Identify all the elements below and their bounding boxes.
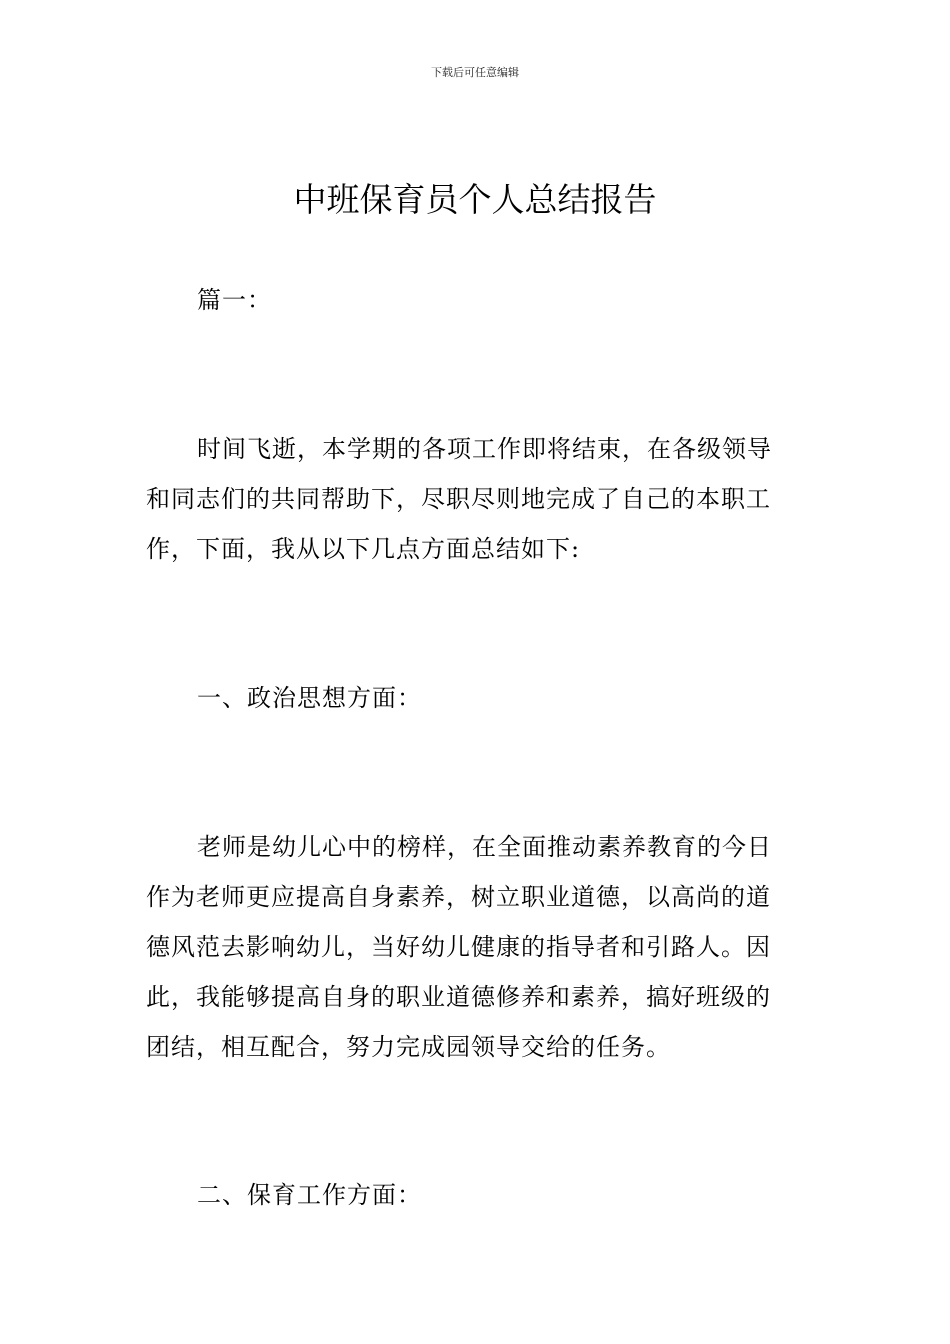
section-heading-2: 二、保育工作方面： — [197, 1181, 422, 1209]
section-label: 篇一： — [197, 286, 272, 314]
paragraph-line: 时间飞逝，本学期的各项工作即将结束，在各级领导 — [197, 435, 772, 463]
header-note: 下载后可任意编辑 — [431, 66, 519, 79]
paragraph-line: 德风范去影响幼儿，当好幼儿健康的指导者和引路人。因 — [146, 933, 771, 961]
paragraph-line: 团结，相互配合，努力完成园领导交给的任务。 — [146, 1033, 671, 1061]
document-title: 中班保育员个人总结报告 — [293, 180, 657, 219]
paragraph-line: 老师是幼儿心中的榜样，在全面推动素养教育的今日 — [197, 833, 772, 861]
section-heading-1: 一、政治思想方面： — [197, 684, 422, 712]
paragraph-line: 和同志们的共同帮助下，尽职尽则地完成了自己的本职工 — [146, 485, 771, 513]
paragraph-line: 此，我能够提高自身的职业道德修养和素养，搞好班级的 — [146, 983, 771, 1011]
paragraph-line: 作，下面，我从以下几点方面总结如下: — [146, 535, 581, 563]
paragraph-line: 作为老师更应提高自身素养，树立职业道德，以高尚的道 — [146, 883, 771, 911]
